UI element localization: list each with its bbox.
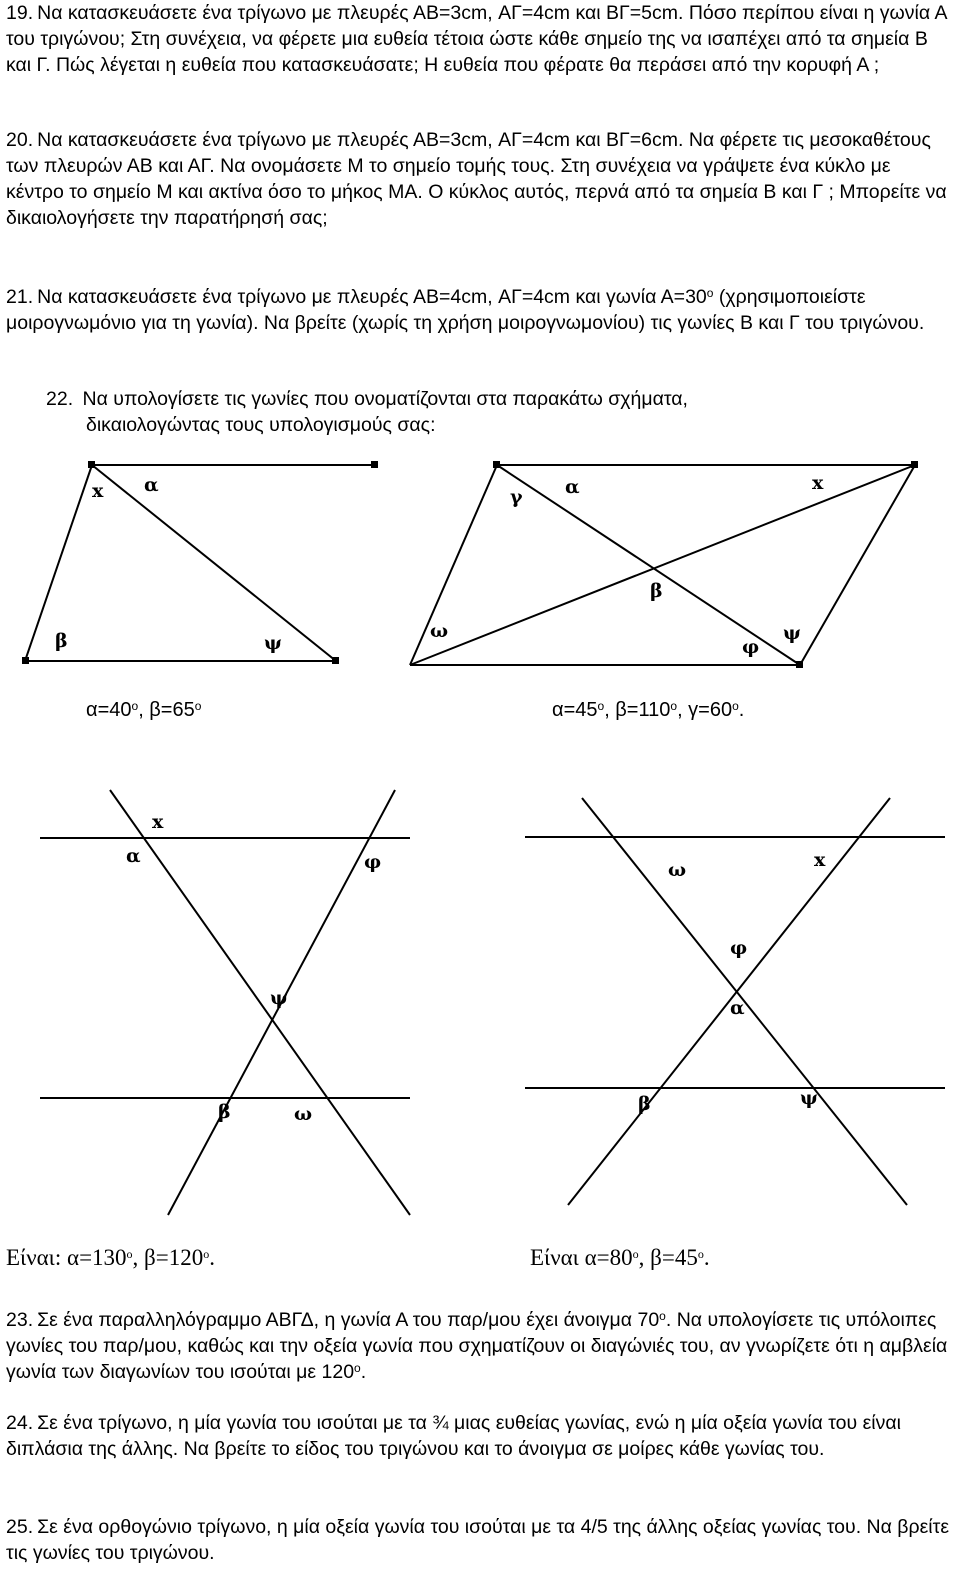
exercise-number: 24. (6, 1412, 34, 1434)
exercise-20 (6, 127, 951, 231)
degree-mark: ο (659, 1309, 666, 1323)
diagonal-1 (497, 465, 800, 665)
parallelogram-right-side (800, 465, 915, 665)
angle-label-alpha: α (144, 474, 159, 496)
exercise-text: Σε ένα ορθογώνιο τρίγωνο, η μία οξεία γωνία του ισούται με τα 4/5 της άλλης οξείας γωνίας του. Να βρείτε τις γωνίες του τριγώνου. (6, 1516, 950, 1564)
angle-label-beta: β (55, 630, 68, 652)
exercise-24 (6, 1410, 951, 1462)
angle-label-alpha: α (565, 476, 580, 498)
exercise-text: Σε ένα τρίγωνο, η μία γωνία του ισούται με τα ¾ μιας ευθείας γωνίας, ενώ η μία οξεία γωνία του είναι διπλάσια της άλλης. Να βρείτε το είδος του τριγώνου και το άνοιγμα σε μοίρες κάθε γωνίας του. (6, 1412, 901, 1460)
diagonal-2 (410, 465, 915, 665)
angle-label-phi: φ (364, 851, 382, 873)
exercise-text: Σε ένα παραλληλόγραμμο ΑΒΓΔ, η γωνία Α του παρ/μου έχει άνοιγμα 70 (37, 1309, 660, 1331)
figure-2-parallelogram (0, 455, 960, 675)
angle-label-beta: β (638, 1093, 651, 1115)
angle-label-gamma: γ (510, 486, 523, 508)
exercise-number: 20. (6, 129, 34, 151)
degree-mark: ο (706, 286, 714, 300)
exercise-text: . Να υπολογίσετε τις υπόλοιπες γωνίες του παρ/μου, καθώς και την οξεία γωνία που σχηματίζουν οι διαγώνιές του, αν γνωρίζετε ότι η αμβλεία γωνία των διαγωνίων του ισούται με 120 (6, 1309, 948, 1383)
angle-label-alpha: α (126, 845, 141, 867)
vertex-point (911, 461, 918, 468)
angle-label-x: x (812, 472, 824, 494)
exercise-21 (6, 284, 951, 336)
exercise-25 (6, 1514, 951, 1566)
angle-label-phi: φ (742, 636, 760, 658)
figure-4-parallels (0, 780, 960, 1240)
figure-3-caption: Είναι: $\alpha=130^o$, $\beta=120^o$. (6, 1245, 215, 1270)
exercise-22 (46, 386, 946, 438)
angle-label-x: x (814, 849, 826, 871)
angle-label-psi: ψ (270, 987, 288, 1009)
angle-label-psi: ψ (783, 622, 801, 644)
angle-label-x: x (152, 811, 164, 833)
vertex-point (493, 461, 500, 468)
exercise-text-line2: δικαιολογώντας τους υπολογισμούς σας: (86, 414, 436, 436)
exercise-number: 22. (46, 388, 74, 410)
angle-label-alpha: α (730, 997, 745, 1019)
exercise-number: 23. (6, 1309, 34, 1331)
angle-label-phi: φ (730, 937, 748, 959)
exercise-number: 25. (6, 1516, 34, 1538)
degree-mark: ο (354, 1361, 361, 1375)
exercise-text: Να κατασκευάσετε ένα τρίγωνο με πλευρές ΑΒ=3cm, ΑΓ=4cm και ΒΓ=5cm. Πόσο περίπου είναι η γωνία Α του τριγώνου; Στη συνέχεια, να φέρετε μια ευθεία τέτοια ώστε κάθε σημείο της να ισαπέχει από τα σημεία Β και Γ. Πώς λέγεται η ευθεία που κατασκευάσατε; Η ευθεία που φέρατε θα περάσει από την κορυφή Α ; (6, 2, 947, 76)
figure-4-caption: Είναι $\alpha=80^o$, $\beta=45^o$. (530, 1245, 710, 1270)
exercise-number: 19. (6, 2, 34, 24)
angle-label-omega: ω (668, 859, 687, 881)
exercise-text-line1: Να υπολογίσετε τις γωνίες που ονοματίζονται στα παρακάτω σχήματα, (82, 388, 688, 410)
transversal-2 (568, 798, 890, 1205)
angle-label-beta: β (650, 580, 663, 602)
figure-1-caption: $\alpha=40^o$, $\beta=65^o$ (86, 699, 202, 721)
angle-label-x: x (92, 480, 104, 502)
angle-label-psi: ψ (800, 1087, 818, 1109)
exercise-text: (χρησιμοποιείστε μοιρογνωμόνιο για τη γωνία). Να βρείτε (χωρίς τη χρήση μοιρογνωμονίου) τις γωνίες Β και Γ του τριγώνου. (6, 286, 925, 334)
figure-2-caption: $\alpha=45^o$, $\beta=110^o$, $\gamma=60^o$. (552, 699, 745, 721)
angle-label-omega: ω (294, 1103, 313, 1125)
exercise-19 (6, 0, 951, 78)
vertex-point (796, 661, 803, 668)
exercise-number: 21. (6, 286, 34, 308)
angle-label-omega: ω (430, 620, 449, 642)
angle-label-beta: β (218, 1101, 231, 1123)
angle-label-psi: ψ (264, 632, 282, 654)
exercise-text: Να κατασκευάσετε ένα τρίγωνο με πλευρές ΑΒ=4cm, ΑΓ=4cm και γωνία Α=30 (37, 286, 707, 308)
exercise-23: 23. Σε ένα παραλληλόγραμμο ΑΒΓΔ, η γωνία Α του παρ/μου έχει άνοιγμα $70^o$. Να υπολογίσετε τις υπόλοιπες γωνίες του παρ/μου, καθώς και την οξεία γωνία που σχηματίζουν οι διαγώνιές του, αν γνωρίζετε ότι η αμβλεία γωνία των διαγωνίων του ισούται με $120^o$. (6, 1309, 948, 1383)
exercise-text: Να κατασκευάσετε ένα τρίγωνο με πλευρές ΑΒ=3cm, ΑΓ=4cm και ΒΓ=6cm. Να φέρετε τις μεσοκαθέτους των πλευρών ΑΒ και ΑΓ. Να ονομάσετε Μ το σημείο τομής τους. Στη συνέχεια να γράψετε ένα κύκλο με κέντρο το σημείο Μ και ακτίνα όσο το μήκος ΜΑ. Ο κύκλος αυτός, περνά από τα σημεία Β και Γ ; Μπορείτε να δικαιολογήσετε την παρατήρησή σας; (6, 129, 947, 229)
